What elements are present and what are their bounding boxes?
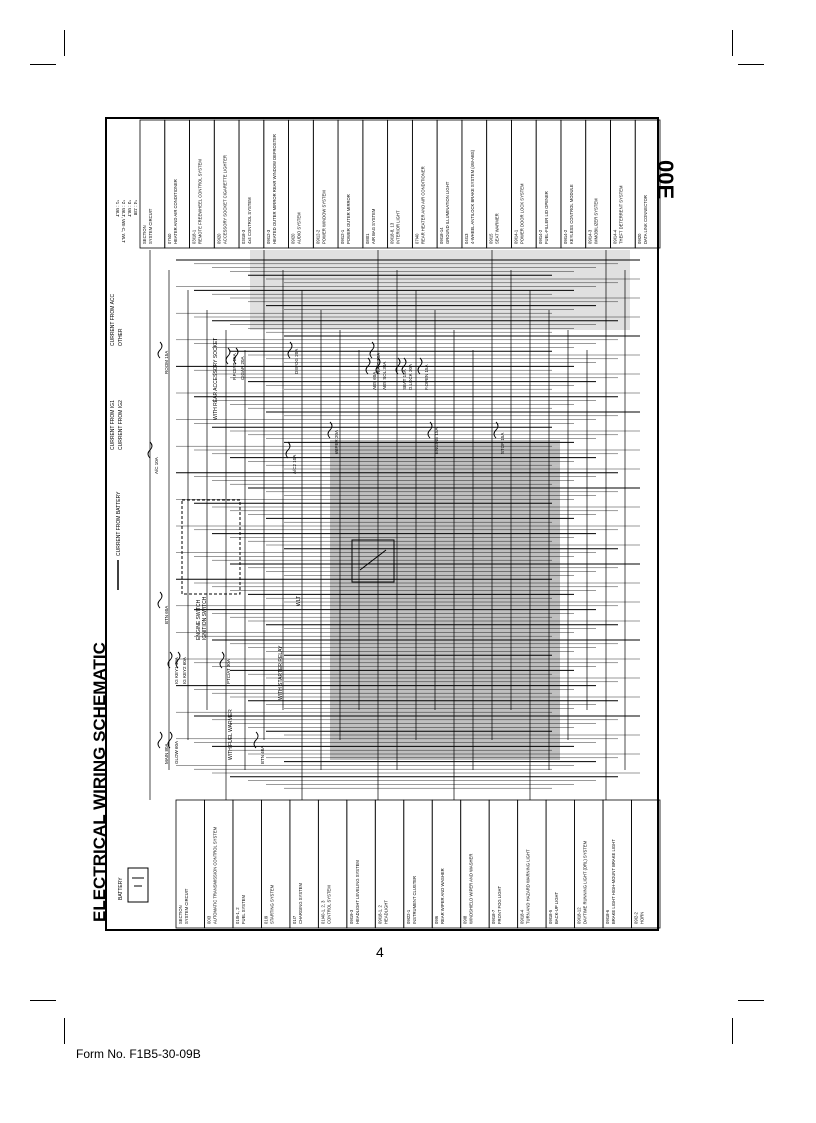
right-section-code: SECTION: [142, 225, 147, 244]
left-section-cell: [489, 800, 517, 928]
right-section-code: 09I14-4: [612, 229, 618, 244]
legend-block: [110, 200, 138, 590]
fuse-icon: [370, 342, 374, 358]
right-section-code: 09I15: [488, 233, 494, 244]
left-section-code: 09I18-7: [491, 909, 497, 924]
left-section-name: BRAKE LIGHT HIGH-MOUNT BRAKE LIGHT: [611, 839, 617, 924]
right-section-code: 09I14-2: [562, 229, 568, 244]
legend-note: *3 : WLT: [127, 200, 132, 218]
right-section-name: HEATER AND AIR CONDITIONER: [172, 179, 178, 244]
ignition-switch-label: IGNITION SWITCH: [202, 596, 208, 640]
left-section-cell: [290, 800, 318, 928]
fuse-label: A/C2 10A: [292, 454, 297, 474]
right-section-code: 09I14-1: [513, 229, 519, 244]
page-title: ELECTRICAL WIRING SCHEMATIC: [90, 642, 109, 922]
fuse-icon: [158, 732, 162, 748]
right-section-name: POWER WINDOW SYSTEM: [321, 190, 327, 244]
left-section-name: FUEL SYSTEM: [240, 895, 246, 924]
right-section-name: IMMOBILIZER SYSTEM: [593, 198, 599, 244]
left-section-cell: [404, 800, 432, 928]
right-section-name: INTERIOR LIGHT: [395, 210, 401, 244]
left-section-code: 09I18-12: [576, 907, 582, 924]
right-section-name: REMOTE FREEWHEEL CONTROL SYSTEM: [197, 159, 203, 244]
right-section-table: [140, 120, 660, 248]
right-section-name: FUEL-FILLER LID OPENER: [544, 191, 550, 244]
left-section-name: WINDSHIELD WIPER AND WASHER: [468, 853, 474, 924]
engine-switch: [182, 500, 240, 640]
legend-note: *4 : J38: [133, 200, 138, 216]
left-section-name: CHARGING SYSTEM: [297, 883, 303, 924]
right-section-code: 08I01: [364, 233, 370, 244]
left-section-code: 09I18-4: [519, 909, 525, 924]
right-section-name: THEFT DETERRENT SYSTEM: [618, 185, 624, 244]
right-section-code: 09I12-3: [265, 229, 271, 244]
right-section-code: 07I40: [166, 233, 172, 244]
fuse-label: ROOM 15A: [164, 350, 169, 374]
fuse-label: PTC/AT 30A: [226, 659, 231, 684]
right-section-code: 09I12-2: [315, 229, 321, 244]
left-section-name: TURN AND HAZARD WARNING LIGHT: [525, 849, 531, 924]
right-section-code: 03I18-1: [191, 229, 197, 244]
starter-relay-label: WITH STARTER RELAY: [278, 645, 284, 700]
right-section-name: GROUND ILLUMINATION LIGHT: [445, 181, 451, 244]
left-section-name: HEADLIGHT LEVELING SYSTEM: [354, 860, 360, 924]
fuse-icon: [226, 348, 230, 364]
right-section-code: 09I18-14: [439, 227, 445, 244]
left-section-code: 09I22-1: [405, 909, 411, 924]
page-number: 4: [376, 944, 384, 960]
right-section-code: 09I18-8, 13: [389, 222, 395, 244]
left-section-code: SECTION: [178, 905, 183, 924]
right-section-name: DATA LINK CONNECTOR: [643, 195, 649, 244]
right-section-code: 09I20: [637, 233, 643, 244]
page-code: 00E: [653, 160, 678, 200]
left-section-name: REAR WIPER AND WASHER: [440, 868, 446, 924]
fuse-label: WIPER 20A: [334, 429, 339, 454]
fuse-label: F.OPEN 15A: [424, 364, 429, 390]
right-section-code: 09I12-1: [340, 229, 346, 244]
fuse-label: SEAT 15A: [402, 369, 407, 390]
rear-socket-label: WITH REAR ACCESSORY SOCKET: [213, 337, 219, 420]
engine-switch-label: ENGINE SWITCH: [196, 599, 202, 640]
left-section-code: 09I8: [462, 915, 468, 924]
left-section-name: CONTROL SYSTEM: [326, 885, 332, 924]
left-section-cell: [204, 800, 232, 928]
legend-note: *1 : WLT: [115, 200, 120, 218]
fuse-label: BTN 60A: [164, 605, 169, 624]
left-section-name: DAYTIME RUNNING LIGHT (DRL) SYSTEM: [582, 840, 588, 924]
right-section-name: AIR BAG SYSTEM: [370, 208, 376, 244]
right-section-code: 09I14-3: [587, 229, 593, 244]
right-section-name: REAR HEATER AND AIR CONDITIONER: [420, 166, 426, 244]
fuse-icon: [328, 422, 332, 438]
right-section-name: ACCESSORY SOCKET CIGARETTE LIGHTER: [222, 155, 228, 244]
left-section-code: 01I9: [263, 915, 269, 924]
wire-bundle: [150, 250, 640, 800]
right-section-name: POWER DOOR LOCK SYSTEM: [519, 183, 525, 244]
left-section-name: STARTING SYSTEM: [269, 884, 275, 924]
fuse-label: P.POINT 15A: [232, 353, 237, 380]
legend-acc: CURRENT FROM ACC: [110, 293, 116, 346]
fuse-label: CIGAR 20A: [240, 356, 245, 380]
left-section-name: AUTOMATIC TRANSMISSION CONTROL SYSTEM: [212, 826, 218, 924]
left-section-name: BACK-UP LIGHT: [554, 891, 560, 924]
left-section-code: 09I6: [434, 915, 440, 924]
fuse-label: ABS SOL 30A: [382, 361, 387, 390]
fuse-label: BTN 40A: [260, 745, 265, 764]
right-section-code: 09I14-2: [538, 229, 544, 244]
left-section-cell: [347, 800, 375, 928]
wlt-label: WLT: [296, 595, 302, 606]
right-section-name: SEAT WARMER: [494, 213, 500, 244]
legend-other: OTHER: [118, 328, 124, 346]
fuse-icon: [428, 422, 432, 438]
fuse-label: IG KEY1 40A: [174, 657, 179, 684]
legend-battery: CURRENT FROM BATTERY: [116, 491, 122, 556]
left-section-code: 09I2-2: [633, 912, 639, 924]
left-section-name: SYSTEM CIRCUIT: [184, 888, 189, 924]
left-section-cell: [632, 800, 660, 928]
left-section-cell: [261, 800, 289, 928]
left-section-cell: [432, 800, 460, 928]
left-section-code: 09I18-5: [548, 909, 554, 924]
battery-symbol: [118, 868, 148, 902]
fuse-icon: [220, 652, 224, 668]
right-section-code: 07I40: [414, 233, 420, 244]
right-section-name: POWER OUTER MIRROR: [346, 194, 352, 244]
right-section-code: 03I18-3: [241, 229, 247, 244]
left-section-code: 09I18-6: [605, 909, 611, 924]
left-section-name: HORN: [639, 911, 645, 924]
legend-ig2: CURRENT FROM IG2: [118, 400, 124, 450]
right-section-name: 4x4 CONTROL SYSTEM: [247, 197, 253, 244]
fuse-icon: [168, 732, 172, 748]
right-section-code: 09I20: [290, 233, 296, 244]
left-section-code: 09I18-1, 2: [377, 905, 383, 924]
left-section-code: 01I7: [291, 915, 297, 924]
right-section-name: KEYLESS CONTROL MODULE: [568, 184, 574, 244]
fuse-label: ENGINE 15A: [434, 427, 439, 454]
legend-ig1: CURRENT FROM IG1: [110, 400, 116, 450]
fuse-icon: [254, 732, 258, 748]
left-section-cell: [546, 800, 574, 928]
right-section-code: 09I20: [216, 233, 222, 244]
fuse-label: R.A/C 20A: [376, 352, 381, 374]
left-section-cell: [603, 800, 631, 928]
right-section-name: HEATED OUTER MIRROR REAR WINDOW DEFROSTER: [271, 134, 277, 244]
left-section-code: 01I5-1, 2: [234, 907, 240, 924]
dense-wire-area: [250, 250, 630, 330]
fuse-icon: [288, 342, 292, 358]
left-section-cell: [461, 800, 489, 928]
right-section-code: 04I13: [463, 233, 469, 244]
left-section-name: HEADLIGHT: [383, 900, 389, 924]
left-section-code: 00I3: [206, 915, 212, 924]
left-section-name: FRONT FOG LIGHT: [497, 885, 503, 924]
fuse-icon: [168, 652, 172, 668]
right-section-name: SYSTEM CIRCUIT: [148, 208, 153, 244]
battery-label: BATTERY: [118, 877, 124, 900]
right-section-name: AUDIO SYSTEM: [296, 212, 302, 244]
fuse-label: STOP 15A: [500, 432, 505, 454]
form-number: Form No. F1B5-30-09B: [76, 1047, 201, 1061]
left-section-code: 01I40-1, 2, 3: [320, 900, 326, 924]
left-section-code: 09I19-3: [348, 909, 354, 924]
fuse-label: A/C 10A: [154, 457, 159, 474]
left-section-name: INSTRUMENT CLUSTER: [411, 875, 417, 924]
fuse-label: MAIN 80A: [164, 743, 169, 764]
fuse-icon: [158, 592, 162, 608]
fuse-label: D.LOCK 30A: [408, 363, 413, 390]
fuse-label: IG KEY2 60A: [182, 657, 187, 684]
fuel-warmer-label: WITH FUEL WARMER: [228, 709, 234, 760]
right-section-name: 4-WHEEL ANTILOCK BRAKE SYSTEM (4W-ABS): [469, 149, 475, 244]
fuse-icon: [494, 422, 498, 438]
fuse-label: GLOW 60A: [174, 740, 179, 764]
fuse-label: ABS 60A: [372, 371, 377, 390]
dense-wire-area: [330, 440, 560, 760]
legend-note: *2 : WLT, WE-C, WLT: [121, 200, 126, 243]
fuse-icon: [158, 342, 162, 358]
left-section-cell: [518, 800, 546, 928]
left-section-table: [176, 800, 660, 928]
fuse-label: DEFOG 20A: [294, 348, 299, 374]
